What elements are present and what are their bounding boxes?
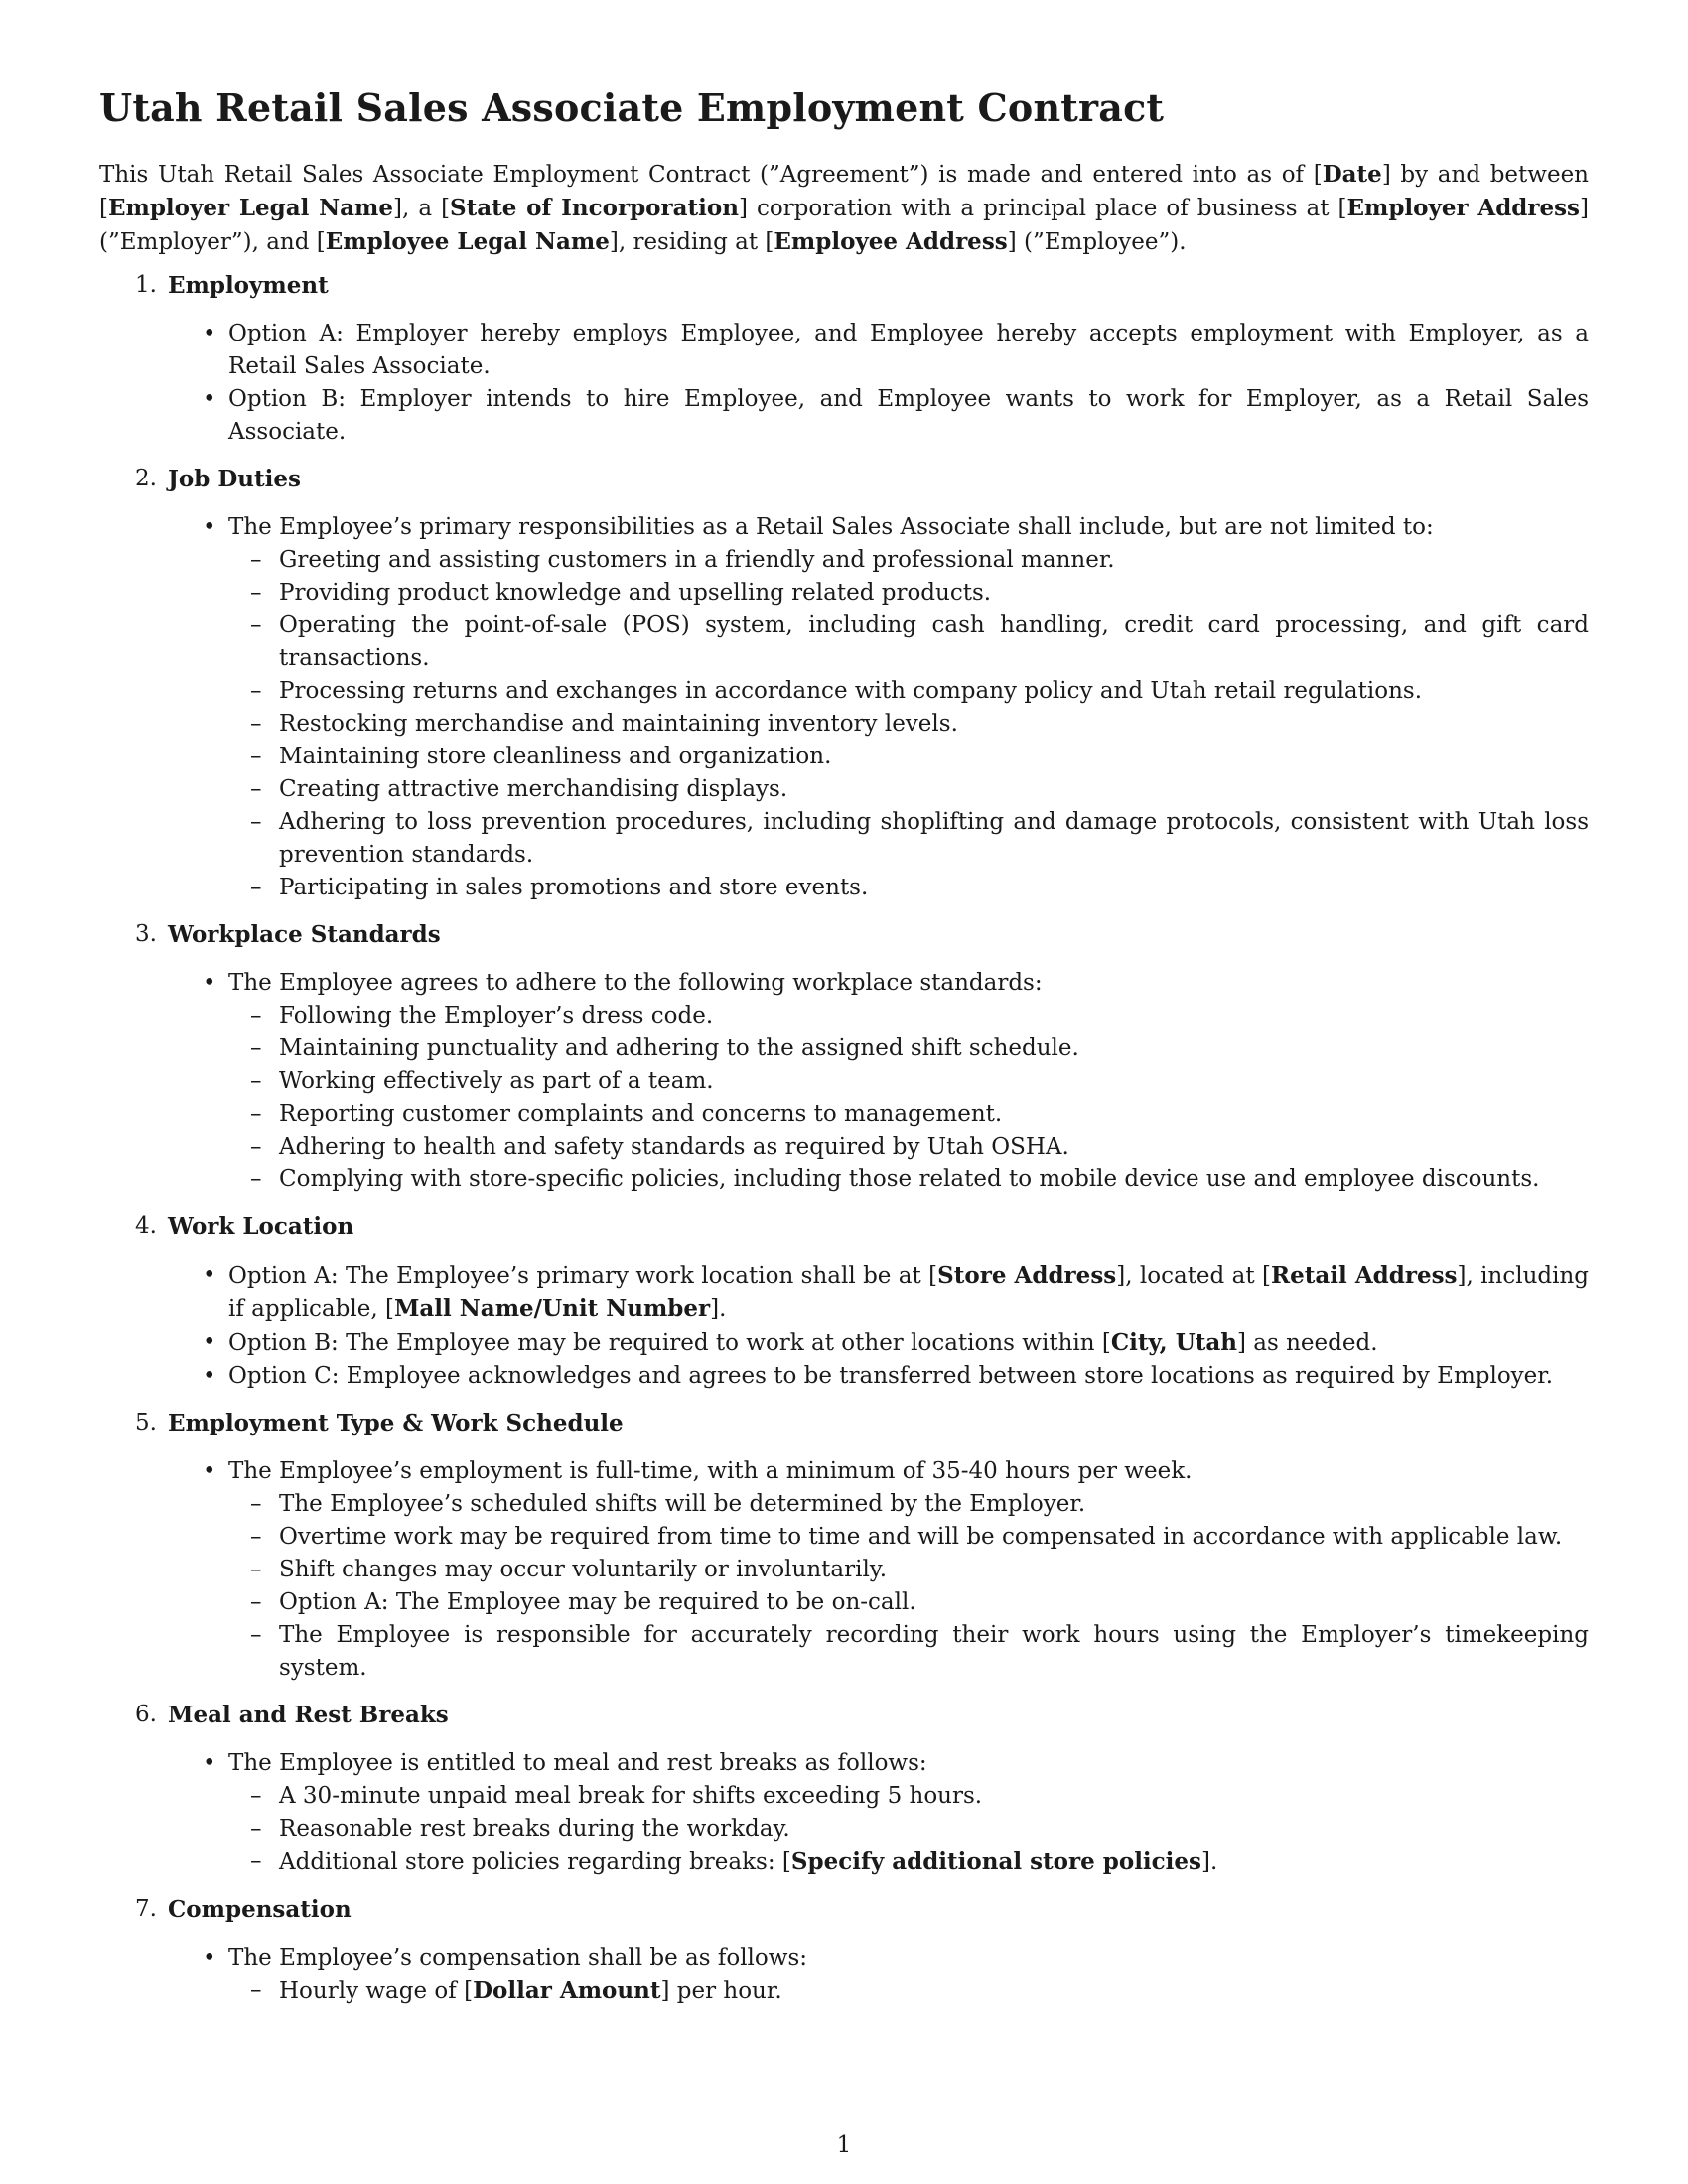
- document-title: Utah Retail Sales Associate Employment Contract: [99, 85, 1165, 130]
- section-title: Employment Type & Work Schedule: [168, 1410, 624, 1436]
- section-job-duties: [99, 463, 1589, 904]
- section-title: Job Duties: [168, 466, 301, 492]
- bullet-icon: •: [203, 514, 216, 540]
- sub-list-item: – Maintaining punctuality and adhering to the assigned shift schedule.: [99, 1032, 1589, 1065]
- bullet-icon: •: [203, 970, 216, 996]
- sub-list-item: – Adhering to health and safety standards as required by Utah OSHA.: [99, 1131, 1589, 1163]
- bullet-icon: •: [203, 321, 216, 346]
- sub-list-item: – The Employee is responsible for accurately recording their work hours using the Employer’s timekeeping system.: [99, 1619, 1589, 1685]
- bullet-icon: •: [203, 1262, 216, 1288]
- store-address-placeholder: Store Address: [937, 1262, 1117, 1289]
- sub-list-item: – Reporting customer complaints and concerns to management.: [99, 1098, 1589, 1131]
- dash-icon: –: [250, 678, 262, 704]
- dollar-amount-placeholder: Dollar Amount: [473, 1978, 661, 2004]
- dash-icon: –: [250, 1589, 262, 1615]
- sub-list-item: – Greeting and assisting customers in a friendly and professional manner.: [99, 544, 1589, 577]
- sections-list: [99, 269, 1589, 2008]
- list-item: • Option B: Employer intends to hire Employee, and Employee wants to work for Employer, as a Retail Sales Associate.: [99, 383, 1589, 449]
- sub-list-item: – Creating attractive merchandising displays.: [99, 773, 1589, 806]
- bullet-icon: •: [203, 1363, 216, 1389]
- dash-icon: –: [250, 1035, 262, 1061]
- sub-list-item: – Processing returns and exchanges in accordance with company policy and Utah retail regulations.: [99, 675, 1589, 708]
- section-number: 4.: [135, 1213, 157, 1239]
- section-work-location: [99, 1210, 1589, 1393]
- page-number: 1: [836, 2132, 852, 2158]
- list-item: • Option B: The Employee may be required to work at other locations within [City, Utah] as needed.: [99, 1326, 1589, 1360]
- dash-icon: –: [250, 744, 262, 769]
- employee-address-placeholder: Employee Address: [774, 228, 1008, 255]
- sub-list-item: – Providing product knowledge and upselling related products.: [99, 577, 1589, 610]
- list-item: • Option A: The Employee’s primary work location shall be at [Store Address], located at [Retail Address], including if applicable, [Mall Name/Unit Number].: [99, 1259, 1589, 1326]
- dash-icon: –: [250, 613, 262, 638]
- dash-icon: –: [250, 1978, 262, 2003]
- dash-icon: –: [250, 580, 262, 606]
- dash-icon: –: [250, 547, 262, 573]
- sub-list-item: – Complying with store-specific policies, including those related to mobile device use and employee discounts.: [99, 1163, 1589, 1196]
- sub-list-item: – A 30-minute unpaid meal break for shifts exceeding 5 hours.: [99, 1780, 1589, 1813]
- sub-list-item: – Following the Employer’s dress code.: [99, 1000, 1589, 1032]
- sub-list-item: – Reasonable rest breaks during the workday.: [99, 1813, 1589, 1845]
- dash-icon: –: [250, 1557, 262, 1582]
- document-page: [99, 85, 1589, 2022]
- mall-name-unit-placeholder: Mall Name/Unit Number: [393, 1296, 711, 1322]
- sub-list-item: – Option A: The Employee may be required to be on-call.: [99, 1586, 1589, 1619]
- dash-icon: –: [250, 875, 262, 900]
- bullet-icon: •: [203, 1750, 216, 1776]
- dash-icon: –: [250, 1491, 262, 1517]
- section-meal-rest-breaks: [99, 1699, 1589, 1879]
- sub-list-item: – Operating the point-of-sale (POS) system, including cash handling, credit card processing, and gift card transactions.: [99, 610, 1589, 675]
- sub-list-item: – Maintaining store cleanliness and organization.: [99, 741, 1589, 773]
- sub-list-item: – Additional store policies regarding breaks: [Specify additional store policies].: [99, 1845, 1589, 1879]
- intro-paragraph: This Utah Retail Sales Associate Employment Contract (”Agreement”) is made and entered into as of [Date] by and between [Employer Legal Name], a [State of Incorporation] corporation with a principal place of business at [Employer Address] (”Employer”), and [Employee Legal Name], residing at [Employee Address] (”Employee”).: [99, 161, 1589, 255]
- section-number: 3.: [135, 921, 157, 947]
- retail-address-placeholder: Retail Address: [1270, 1262, 1458, 1289]
- dash-icon: –: [250, 1848, 262, 1874]
- section-number: 5.: [135, 1410, 157, 1435]
- section-number: 6.: [135, 1702, 157, 1727]
- section-title: Workplace Standards: [168, 921, 441, 948]
- section-title: Compensation: [168, 1896, 352, 1923]
- date-placeholder: Date: [1322, 161, 1382, 188]
- list-item: • The Employee’s compensation shall be as follows:: [99, 1942, 1589, 1975]
- sub-list-item: – Adhering to loss prevention procedures, including shoplifting and damage protocols, consistent with Utah loss prevention standards.: [99, 806, 1589, 872]
- section-title: Employment: [168, 272, 329, 299]
- store-policies-placeholder: Specify additional store policies: [790, 1848, 1201, 1875]
- list-item: • The Employee agrees to adhere to the following workplace standards:: [99, 967, 1589, 1000]
- dash-icon: –: [250, 711, 262, 737]
- dash-icon: –: [250, 1101, 262, 1127]
- dash-icon: –: [250, 1068, 262, 1094]
- sub-list-item: – Restocking merchandise and maintaining inventory levels.: [99, 708, 1589, 741]
- list-item: • Option A: Employer hereby employs Employee, and Employee hereby accepts employment with Employer, as a Retail Sales Associate.: [99, 318, 1589, 383]
- list-item: • Option C: Employee acknowledges and agrees to be transferred between store locations as required by Employer.: [99, 1360, 1589, 1393]
- dash-icon: –: [250, 1003, 262, 1028]
- city-utah-placeholder: City, Utah: [1110, 1329, 1237, 1356]
- state-of-incorporation-placeholder: State of Incorporation: [450, 195, 739, 221]
- dash-icon: –: [250, 1524, 262, 1550]
- employer-address-placeholder: Employer Address: [1346, 195, 1581, 221]
- sub-list-item: – Participating in sales promotions and store events.: [99, 872, 1589, 904]
- bullet-icon: •: [203, 1945, 216, 1971]
- list-item: • The Employee’s employment is full-time, with a minimum of 35-40 hours per week.: [99, 1455, 1589, 1488]
- section-compensation: [99, 1893, 1589, 2008]
- employee-legal-name-placeholder: Employee Legal Name: [325, 228, 610, 255]
- bullet-icon: •: [203, 1329, 216, 1355]
- dash-icon: –: [250, 1622, 262, 1648]
- section-number: 7.: [135, 1896, 157, 1922]
- dash-icon: –: [250, 776, 262, 802]
- list-item: • The Employee is entitled to meal and rest breaks as follows:: [99, 1747, 1589, 1780]
- bullet-icon: •: [203, 386, 216, 412]
- section-number: 1.: [135, 272, 157, 298]
- dash-icon: –: [250, 1783, 262, 1809]
- sub-list-item: – Working effectively as part of a team.: [99, 1065, 1589, 1098]
- sub-list-item: – Overtime work may be required from time to time and will be compensated in accordance with applicable law.: [99, 1521, 1589, 1554]
- section-title: Work Location: [168, 1213, 354, 1240]
- section-employment-type: [99, 1407, 1589, 1685]
- list-item: • The Employee’s primary responsibilities as a Retail Sales Associate shall include, but are not limited to:: [99, 511, 1589, 544]
- sub-list-item: – Shift changes may occur voluntarily or involuntarily.: [99, 1554, 1589, 1586]
- section-employment: [99, 269, 1589, 449]
- sub-list-item: – Hourly wage of [Dollar Amount] per hour.: [99, 1975, 1589, 2008]
- dash-icon: –: [250, 1166, 262, 1192]
- bullet-icon: •: [203, 1458, 216, 1484]
- employer-legal-name-placeholder: Employer Legal Name: [107, 195, 394, 221]
- section-workplace-standards: [99, 918, 1589, 1196]
- sub-list-item: – The Employee’s scheduled shifts will be determined by the Employer.: [99, 1488, 1589, 1521]
- dash-icon: –: [250, 1134, 262, 1160]
- dash-icon: –: [250, 809, 262, 835]
- section-number: 2.: [135, 466, 157, 491]
- dash-icon: –: [250, 1816, 262, 1842]
- section-title: Meal and Rest Breaks: [168, 1702, 449, 1728]
